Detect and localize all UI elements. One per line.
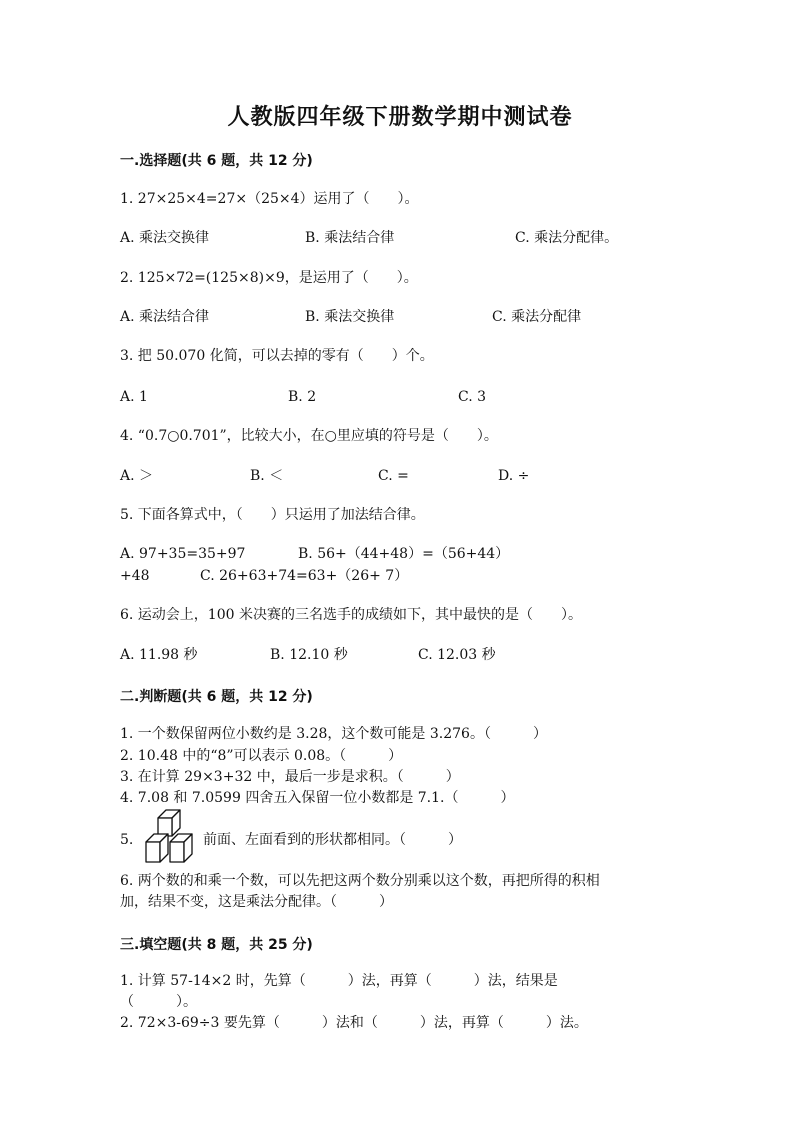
option-a: A. 11.98 秒 bbox=[120, 647, 198, 663]
judge-item-text: 前面、左面看到的形状都相同。（ ） bbox=[203, 832, 462, 848]
option-b-continued: +48 bbox=[120, 568, 150, 584]
judge-item: 1. 一个数保留两位小数约是 3.28，这个数可能是 3.276。（ ） bbox=[120, 726, 547, 742]
judge-item-continued: 加，结果不变，这是乘法分配律。（ ） bbox=[120, 894, 393, 910]
option-c: C. 乘法分配律。 bbox=[515, 230, 619, 246]
stacked-cubes-icon bbox=[144, 806, 200, 866]
option-c: C. 26+63+74=63+（26+ 7） bbox=[200, 568, 409, 584]
option-a: A. 97+35=35+97 bbox=[120, 546, 246, 562]
section-heading-judge: 二.判断题(共 6 题，共 12 分) bbox=[120, 689, 313, 705]
question-text: 6. 运动会上，100 米决赛的三名选手的成绩如下，其中最快的是（ ）。 bbox=[120, 607, 582, 623]
option-c: C. = bbox=[378, 468, 409, 484]
option-d: D. ÷ bbox=[498, 468, 530, 484]
question-text: 2. 125×72=(125×8)×9，是运用了（ ）。 bbox=[120, 270, 418, 286]
fill-item-continued: （ ）。 bbox=[120, 994, 197, 1010]
option-c: C. 12.03 秒 bbox=[418, 647, 496, 663]
option-b: B. ＜ bbox=[250, 468, 284, 484]
option-b: B. 56+（44+48）=（56+44） bbox=[298, 546, 510, 562]
judge-item: 6. 两个数的和乘一个数，可以先把这两个数分别乘以这个数，再把所得的积相 bbox=[120, 873, 600, 889]
question-text: 3. 把 50.070 化简，可以去掉的零有（ ）个。 bbox=[120, 348, 434, 364]
option-b: B. 乘法结合律 bbox=[305, 230, 395, 246]
judge-item-number: 5. bbox=[120, 832, 134, 848]
option-a: A. ＞ bbox=[120, 468, 154, 484]
fill-item: 1. 计算 57-14×2 时，先算（ ）法，再算（ ）法，结果是 bbox=[120, 973, 558, 989]
judge-item: 3. 在计算 29×3+32 中，最后一步是求积。（ ） bbox=[120, 769, 460, 785]
option-b: B. 2 bbox=[288, 389, 317, 405]
question-text: 4. “0.7○0.701”，比较大小，在○里应填的符号是（ ）。 bbox=[120, 428, 498, 444]
option-b: B. 乘法交换律 bbox=[305, 309, 395, 325]
option-a: A. 1 bbox=[120, 389, 148, 405]
page-title: 人教版四年级下册数学期中测试卷 bbox=[227, 105, 573, 130]
fill-item: 2. 72×3-69÷3 要先算（ ）法和（ ）法，再算（ ）法。 bbox=[120, 1015, 588, 1031]
question-text: 5. 下面各算式中，（ ）只运用了加法结合律。 bbox=[120, 507, 425, 523]
judge-item: 2. 10.48 中的“8”可以表示 0.08。（ ） bbox=[120, 748, 403, 764]
judge-item: 4. 7.08 和 7.0599 四舍五入保留一位小数都是 7.1.（ ） bbox=[120, 790, 515, 806]
option-a: A. 乘法结合律 bbox=[120, 309, 210, 325]
section-heading-choice: 一.选择题(共 6 题，共 12 分) bbox=[120, 153, 313, 169]
option-c: C. 3 bbox=[458, 389, 487, 405]
question-text: 1. 27×25×4=27×（25×4）运用了（ ）。 bbox=[120, 191, 419, 207]
option-c: C. 乘法分配律 bbox=[492, 309, 582, 325]
option-a: A. 乘法交换律 bbox=[120, 230, 210, 246]
section-heading-fill: 三.填空题(共 8 题，共 25 分) bbox=[120, 937, 313, 953]
option-b: B. 12.10 秒 bbox=[270, 647, 348, 663]
